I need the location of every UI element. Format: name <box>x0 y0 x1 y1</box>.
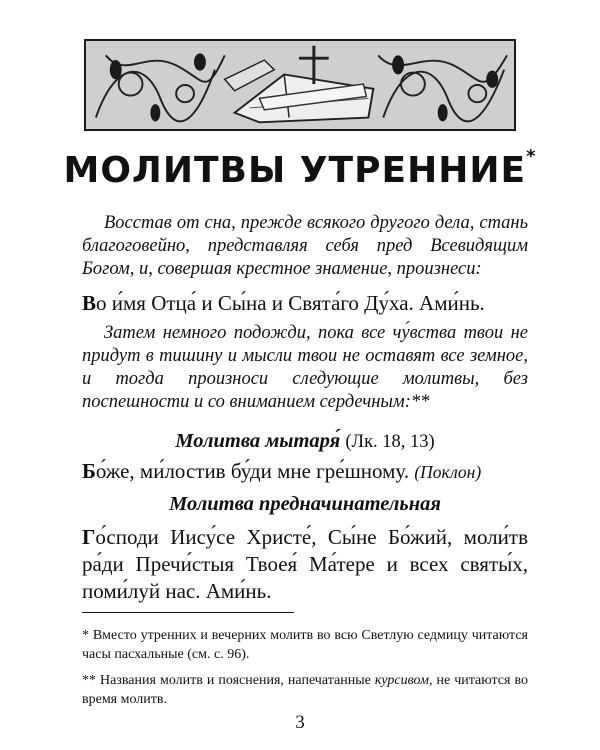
footnote-italic-explanation: ** Названия молитв и пояснения, напечатанные курсивом, не читаются во время молитв. <box>82 673 528 707</box>
initial-prayer-heading: Молитва предначинательная <box>169 493 441 515</box>
publican-prayer-text: Бо́же, ми́лостив бу́ди мне гре́шному. (Поклон) <box>82 459 482 483</box>
preparation-instruction: Затем немного подожди, пока все чу́вства твои не придут в тишину и мысли твои не оставят все земное, и тогда произноси следующие молитвы, без поспешности и со вниманием сердечным:** <box>82 323 528 412</box>
footnote-paschal-week: * Вместо утренних и вечерних молитв во всю Светлую седмицу читаются часы пасхальные (см. с. 96). <box>82 628 528 662</box>
page-title: МОЛИТВЫ УТРЕННИЕ* <box>63 146 537 191</box>
sign-of-cross-invocation: Во и́мя Отца́ и Сы́на и Свята́го Ду́ха. Ами́нь. <box>82 291 485 315</box>
page-number: 3 <box>295 712 305 733</box>
publican-prayer-heading: Молитва мытаря́ (Лк. 18, 13) <box>175 430 435 452</box>
initial-prayer-text: Го́споди Иису́се Христе́, Сы́не Бо́жий, моли́тв ра́ди Пречи́стыя Твоея́ Ма́тере и всех святы́х, поми́луй нас. Ами́нь. <box>82 525 528 603</box>
ornament-illustration <box>86 41 514 129</box>
decorative-header-banner <box>84 39 516 131</box>
footnote-divider <box>82 612 294 613</box>
intro-instruction: Восстав от сна, прежде всякого другого дела, стань благоговейно, представляя себя пред Всевидящим Богом, и, совершая крестное знамение, произнеси: <box>82 213 528 279</box>
